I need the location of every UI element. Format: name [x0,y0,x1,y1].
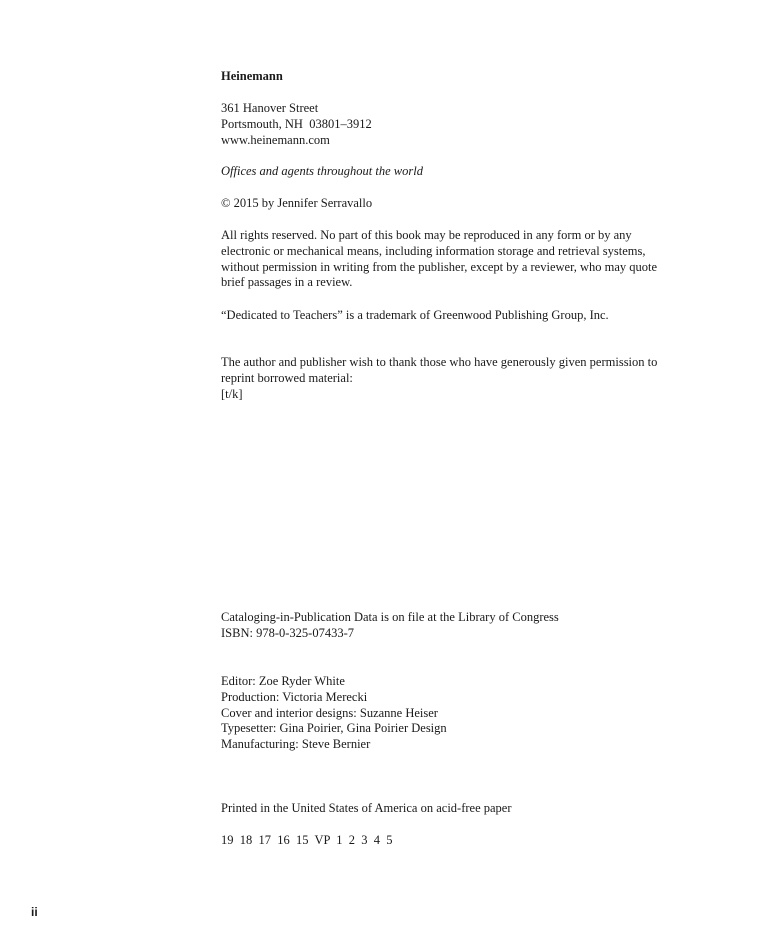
publisher-name: Heinemann [221,69,283,83]
trademark-notice: “Dedicated to Teachers” is a trademark of Greenwood Publishing Group, Inc. [221,308,609,322]
credit-editor: Editor: Zoe Ryder White [221,674,345,688]
copyright-block [221,196,701,212]
page-number: ii [31,905,38,919]
address-block [221,101,701,148]
printed-statement: Printed in the United States of America on acid-free paper [221,801,512,815]
offices-block [221,164,701,180]
printed-block [221,801,701,817]
cip-statement: Cataloging-in-Publication Data is on file at the Library of Congress [221,610,559,624]
address-line-1: 361 Hanover Street [221,101,319,115]
cip-block [221,610,701,642]
credit-typesetter: Typesetter: Gina Poirier, Gina Poirier Design [221,721,447,736]
credit-production: Production: Victoria Merecki [221,689,368,704]
credit-manufacturing: Manufacturing: Steve Bernier [221,737,371,752]
copyright-notice: © 2015 by Jennifer Serravallo [221,196,373,210]
printing-line: 19 18 17 16 15 VP 1 2 3 4 5 [221,833,393,847]
rights-line-3: without permission in writing from the publisher, except by a reviewer, who may quote [221,259,658,274]
permissions-block [221,355,701,402]
permissions-line-3: [t/k] [221,386,243,401]
address-line-2: Portsmouth, NH 03801–3912 [221,116,372,131]
rights-line-2: electronic or mechanical means, including information storage and retrieval systems, [221,243,646,258]
printing-line-block [221,833,701,849]
rights-block [221,228,701,291]
publisher-block [221,69,701,85]
credits-block [221,674,701,753]
rights-line-4: brief passages in a review. [221,275,353,290]
permissions-line-2: reprint borrowed material: [221,370,353,385]
credit-designs: Cover and interior designs: Suzanne Heiser [221,705,438,720]
publisher-website: www.heinemann.com [221,132,330,147]
trademark-block [221,308,701,324]
permissions-line-1: The author and publisher wish to thank those who have generously given permission to [221,355,658,369]
isbn: ISBN: 978-0-325-07433-7 [221,625,354,640]
offices-note: Offices and agents throughout the world [221,164,423,178]
rights-line-1: All rights reserved. No part of this book may be reproduced in any form or by any [221,228,632,242]
